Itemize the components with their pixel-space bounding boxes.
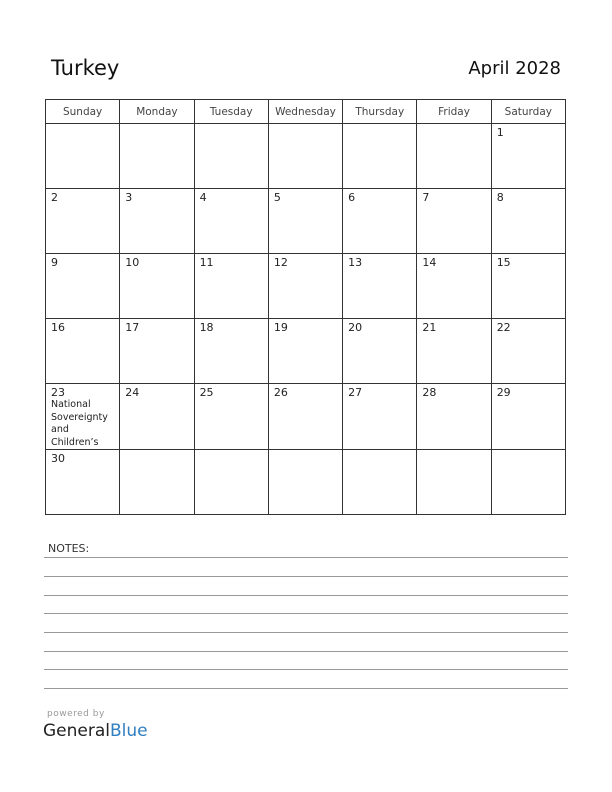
day-number	[417, 450, 490, 452]
day-number: 25	[199, 386, 214, 399]
day-number	[195, 124, 268, 126]
day-cell	[120, 124, 194, 189]
day-number: 13	[348, 256, 363, 269]
day-cell	[46, 319, 120, 384]
day-number: 7	[422, 191, 430, 204]
day-cell	[46, 254, 120, 319]
day-cell	[417, 384, 491, 450]
day-number: 10	[125, 256, 140, 269]
day-number	[343, 450, 416, 452]
day-number: 22	[496, 321, 511, 334]
week-row-2	[46, 189, 566, 254]
day-number: 27	[348, 386, 363, 399]
country-title: Turkey	[51, 56, 120, 80]
day-cell	[417, 124, 491, 189]
day-cell	[120, 319, 194, 384]
day-number: 29	[496, 386, 511, 399]
day-number: 8	[496, 191, 504, 204]
day-cell	[120, 384, 194, 450]
day-number: 19	[273, 321, 288, 334]
day-number	[269, 124, 342, 126]
day-cell	[194, 254, 268, 319]
day-cell	[268, 384, 342, 450]
day-number: 28	[422, 386, 437, 399]
day-cell	[120, 189, 194, 254]
brand-logo	[43, 721, 148, 741]
day-cell	[268, 189, 342, 254]
day-cell	[268, 450, 342, 515]
week-row-5	[46, 384, 566, 450]
notes-label: NOTES:	[48, 542, 90, 555]
note-line	[44, 595, 568, 596]
day-number: 6	[348, 191, 356, 204]
day-number: 11	[199, 256, 214, 269]
day-cell	[194, 450, 268, 515]
weekday-header-row	[46, 100, 566, 124]
day-number: 1	[496, 126, 504, 139]
day-cell	[343, 254, 417, 319]
brand-general: General	[43, 721, 110, 741]
week-row-6	[46, 450, 566, 515]
day-cell	[120, 450, 194, 515]
day-number	[120, 450, 193, 452]
day-cell	[491, 124, 565, 189]
day-cell	[491, 189, 565, 254]
day-number: 24	[125, 386, 140, 399]
day-cell	[343, 124, 417, 189]
day-number	[492, 450, 565, 452]
day-cell	[417, 319, 491, 384]
day-number: 12	[273, 256, 288, 269]
day-number: 2	[51, 191, 58, 204]
weekday-tuesday: Tuesday	[194, 100, 268, 124]
day-number	[417, 124, 490, 126]
day-number	[195, 450, 268, 452]
day-number: 21	[422, 321, 437, 334]
day-number: 4	[199, 191, 207, 204]
weekday-monday: Monday	[120, 100, 194, 124]
day-cell	[343, 319, 417, 384]
day-cell	[268, 254, 342, 319]
note-line	[44, 576, 568, 577]
day-number	[120, 124, 193, 126]
weekday-wednesday: Wednesday	[268, 100, 342, 124]
day-cell	[491, 254, 565, 319]
day-cell	[417, 450, 491, 515]
day-cell	[491, 319, 565, 384]
weekday-sunday: Sunday	[46, 100, 120, 124]
day-cell	[46, 124, 120, 189]
day-cell	[120, 254, 194, 319]
day-number	[343, 124, 416, 126]
day-cell	[268, 319, 342, 384]
note-line	[44, 688, 568, 689]
day-number: 14	[422, 256, 437, 269]
day-cell	[491, 450, 565, 515]
month-title: April 2028	[468, 58, 561, 79]
day-cell	[343, 450, 417, 515]
day-number: 23	[51, 386, 65, 399]
day-cell	[46, 450, 120, 515]
powered-by-text: powered by	[47, 709, 105, 719]
day-cell	[194, 384, 268, 450]
weekday-saturday: Saturday	[491, 100, 565, 124]
day-cell	[343, 189, 417, 254]
note-line	[44, 613, 568, 614]
day-cell	[194, 189, 268, 254]
day-number: 9	[51, 256, 58, 269]
day-cell	[417, 254, 491, 319]
holiday-label: National Sovereignty and Children’s	[51, 399, 108, 448]
day-cell	[194, 319, 268, 384]
day-number: 26	[273, 386, 288, 399]
day-cell	[268, 124, 342, 189]
day-number: 18	[199, 321, 214, 334]
day-cell	[194, 124, 268, 189]
day-number: 16	[51, 321, 65, 334]
day-number	[269, 450, 342, 452]
day-cell	[417, 189, 491, 254]
calendar-grid	[45, 99, 566, 515]
week-row-1	[46, 124, 566, 189]
note-line	[44, 651, 568, 652]
day-number: 3	[125, 191, 133, 204]
weekday-thursday: Thursday	[343, 100, 417, 124]
brand-blue: Blue	[110, 721, 148, 741]
day-number: 17	[125, 321, 140, 334]
day-cell	[46, 189, 120, 254]
day-number	[46, 124, 119, 126]
weekday-friday: Friday	[417, 100, 491, 124]
note-line	[44, 557, 568, 558]
day-number: 30	[51, 452, 65, 465]
day-number: 5	[273, 191, 281, 204]
note-line	[44, 632, 568, 633]
day-cell	[343, 384, 417, 450]
week-row-3	[46, 254, 566, 319]
day-cell	[491, 384, 565, 450]
day-number: 15	[496, 256, 511, 269]
note-line	[44, 669, 568, 670]
day-cell	[46, 384, 120, 450]
day-number: 20	[348, 321, 363, 334]
week-row-4	[46, 319, 566, 384]
